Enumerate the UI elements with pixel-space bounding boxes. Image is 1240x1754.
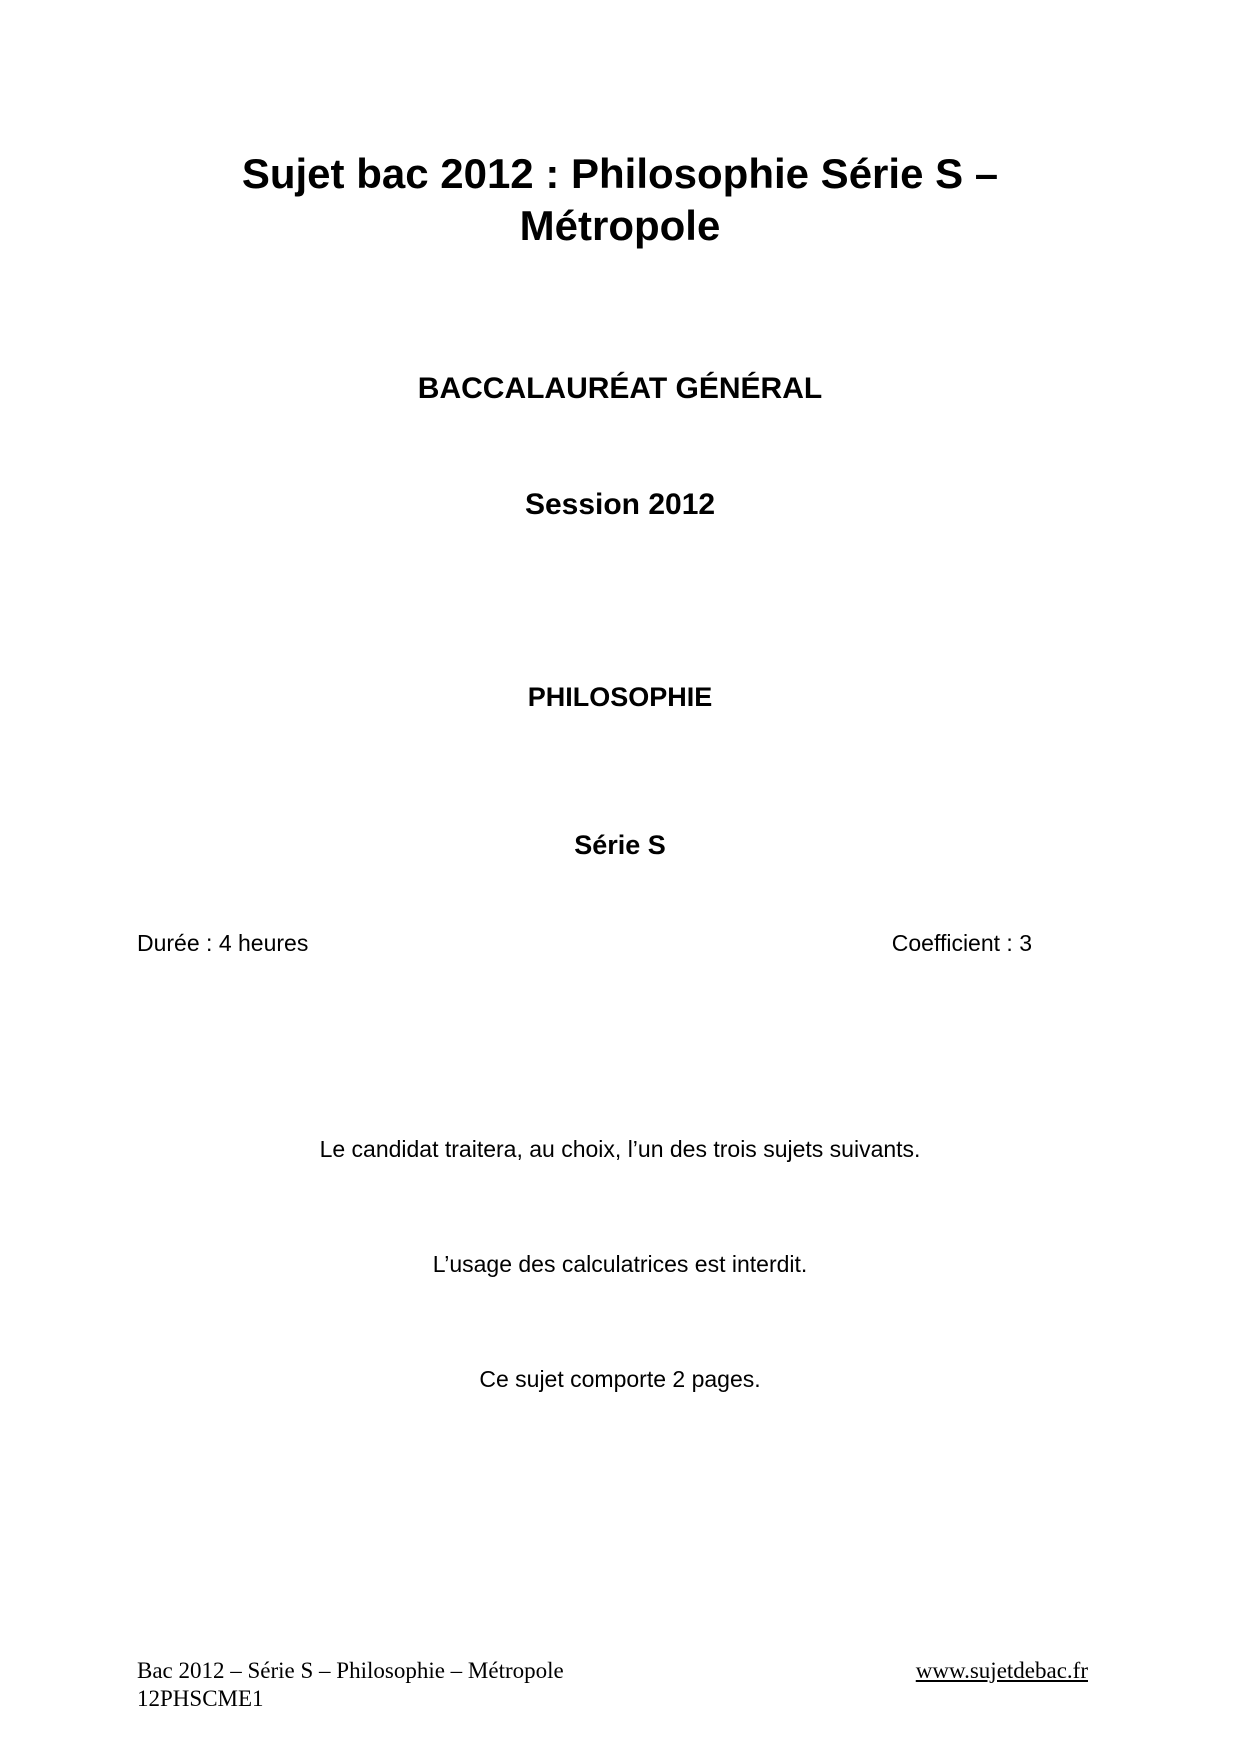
footer-website-link[interactable]: www.sujetdebac.fr [915,1658,1088,1683]
page-title [0,148,1240,252]
footer-reference [137,1657,564,1713]
coefficient-text: Coefficient : 3 [891,930,1032,956]
session-heading: Session 2012 [524,488,716,521]
series-heading: Série S [574,830,666,860]
exam-type-heading: BACCALAURÉAT GÉNÉRAL [417,372,823,405]
page-title-line-1: Sujet bac 2012 : Philosophie Série S – [241,150,999,197]
page-title-line-2: Métropole [519,202,721,249]
instruction-choice: Le candidat traitera, au choix, l’un des trois sujets suivants. [319,1136,921,1162]
footer-reference-line-1: Bac 2012 – Série S – Philosophie – Métropole [137,1658,564,1683]
duration-text: Durée : 4 heures [137,930,309,956]
footer-reference-code: 12PHSCME1 [137,1686,264,1711]
subject-heading: PHILOSOPHIE [527,682,713,712]
instruction-pages: Ce sujet comporte 2 pages. [479,1366,761,1392]
instruction-calculators: L’usage des calculatrices est interdit. [432,1251,808,1277]
